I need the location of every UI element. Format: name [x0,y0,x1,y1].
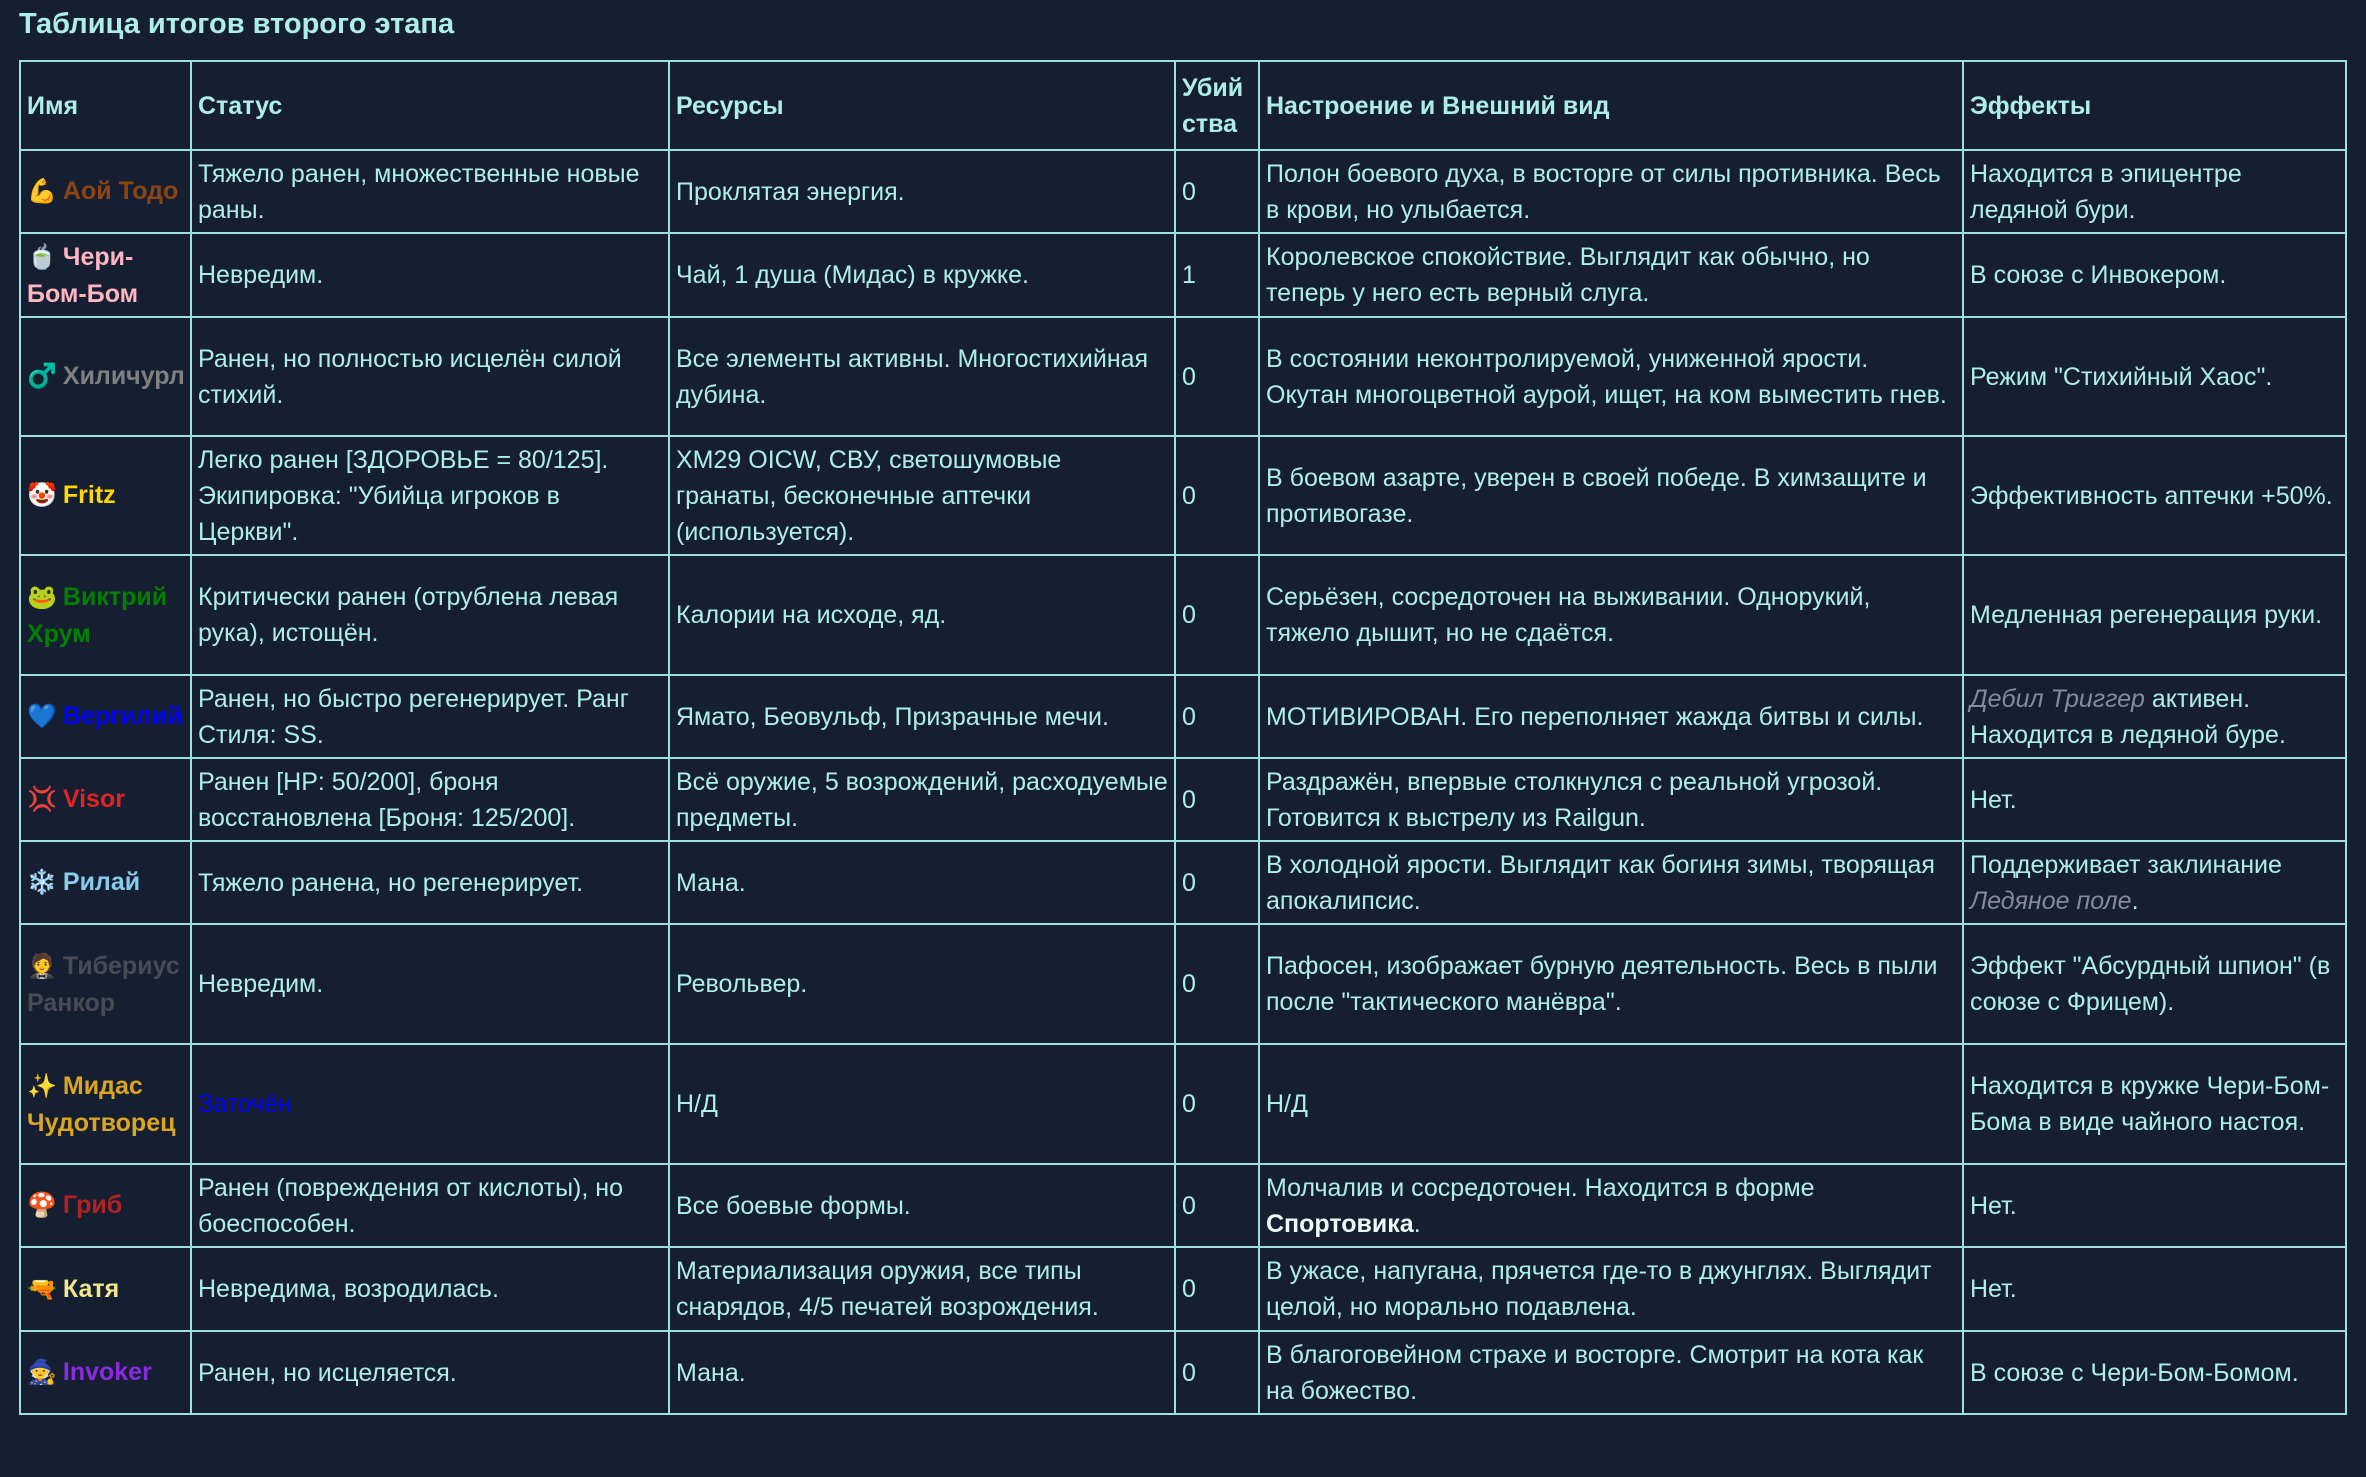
cell-resources [669,1164,1175,1247]
effects-text: Находится в эпицентре ледяной бури. [1970,159,2242,224]
effects-italic: Ледяное поле [1970,886,2132,915]
cell-kills [1175,555,1259,675]
cell-mood [1259,1044,1963,1164]
cell-mood [1259,150,1963,233]
cell-status [191,317,669,436]
cell-status [191,675,669,758]
effects-text: Поддерживает заклинание [1970,850,2282,879]
status-text: Невредима, возродилась. [198,1275,499,1303]
status-text: Ранен [HP: 50/200], броня восстановлена [Броня: 125/200]. [198,767,576,832]
effects-text: Нет. [1970,1191,2017,1220]
character-name: Вергилий [62,702,183,730]
effects-text: Находится в кружке Чери-Бом-Бома в виде чайного настоя. [1970,1072,2330,1136]
cell-name [20,1164,191,1247]
table-row [20,1247,2346,1331]
resources-text: Материализация оружия, все типы снарядов, 4/5 печатей возрождения. [676,1257,1099,1321]
snowflake-icon: ❄️ [27,869,57,896]
header-mood: Настроение и Внешний вид [1259,61,1963,150]
cell-mood [1259,317,1963,436]
cell-effects [1963,924,2346,1044]
cell-name [20,317,191,436]
resources-text: XM29 OICW, СВУ, светошумовые гранаты, бесконечные аптечки (используется). [676,445,1062,546]
cell-resources [669,1331,1175,1414]
anger-symbol-icon: 💢 [27,786,57,813]
effects-text: Медленная регенерация руки. [1970,601,2323,629]
kills-count: 0 [1182,785,1196,814]
kills-count: 0 [1182,970,1196,998]
sparkles-icon: ✨ [27,1072,57,1100]
header-status: Статус [191,61,669,150]
cell-kills [1175,436,1259,555]
cell-resources [669,317,1175,436]
frog-icon: 🐸 [27,583,57,611]
cell-mood [1259,1164,1963,1247]
mood-text: Пафосен, изображает бурную деятельность. Весь в пыли после "тактического манёвра". [1266,952,1938,1016]
resources-text: Н/Д [676,1090,718,1118]
cell-status [191,555,669,675]
table-row [20,675,2346,758]
status-text: Невредим. [198,261,324,289]
cell-kills [1175,758,1259,841]
kills-count: 0 [1182,1090,1196,1118]
mood-text: Н/Д [1266,1090,1308,1118]
status-text: Критически ранен (отрублена левая рука), истощён. [198,583,619,647]
cell-effects [1963,555,2346,675]
cell-effects [1963,317,2346,436]
cell-mood [1259,555,1963,675]
mood-bold: Спортовика [1266,1209,1414,1238]
table-row [20,1331,2346,1414]
character-name: Аой Тодо [62,177,179,205]
mood-text: В состоянии неконтролируемой, униженной ярости. Окутан многоцветной аурой, ищет, на ком выместить гнев. [1266,344,1947,409]
character-name: Хиличурл [62,362,185,390]
cell-resources [669,436,1175,555]
table-row [20,924,2346,1044]
status-text: Тяжело ранена, но регенерирует. [198,868,584,897]
cell-status [191,150,669,233]
effects-text: Режим "Стихийный Хаос". [1970,362,2273,391]
effects-text: В союзе с Чери-Бом-Бомом. [1970,1358,2299,1387]
status-text: Ранен (повреждения от кислоты), но боеспособен. [198,1173,623,1238]
cell-kills [1175,1331,1259,1414]
table-header-row [20,61,2346,150]
cell-mood [1259,1247,1963,1331]
effects-text: . [2131,886,2139,915]
character-name: Гриб [62,1191,123,1219]
table-row [20,150,2346,233]
cell-kills [1175,1247,1259,1331]
cell-name [20,436,191,555]
cell-mood [1259,675,1963,758]
cell-kills [1175,924,1259,1044]
table-row [20,233,2346,317]
kills-count: 0 [1182,868,1196,897]
mood-text: Молчалив и сосредоточен. Находится в форме [1266,1173,1815,1202]
male-sign-icon: ♂️ [27,363,57,390]
status-text: Заточён [198,1090,292,1118]
mood-text: Раздражён, впервые столкнулся с реальной угрозой. Готовится к выстрелу из Railgun. [1266,767,1883,832]
cell-effects [1963,233,2346,317]
cell-status [191,841,669,924]
cell-kills [1175,150,1259,233]
resources-text: Ямато, Беовульф, Призрачные мечи. [676,702,1109,731]
resources-text: Калории на исходе, яд. [676,601,947,629]
kills-count: 0 [1182,1191,1196,1220]
cell-resources [669,150,1175,233]
cell-effects [1963,675,2346,758]
cell-effects [1963,841,2346,924]
cell-effects [1963,1044,2346,1164]
kills-count: 1 [1182,261,1196,289]
cell-mood [1259,758,1963,841]
mood-text: В ужасе, напугана, прячется где-то в джунглях. Выглядит целой, но морально подавлена. [1266,1257,1932,1321]
cell-name [20,1331,191,1414]
cell-name [20,924,191,1044]
table-row [20,555,2346,675]
cell-status [191,1044,669,1164]
header-name: Имя [20,61,191,150]
cell-kills [1175,841,1259,924]
character-name: Чери-Бом-Бом [27,242,139,308]
cell-name [20,1247,191,1331]
cell-mood [1259,1331,1963,1414]
cell-name [20,233,191,317]
header-kills: Убийства [1175,61,1259,150]
resources-text: Револьвер. [676,970,808,998]
effects-text: Эффективность аптечки +50%. [1970,481,2333,510]
cell-resources [669,1044,1175,1164]
cell-effects [1963,436,2346,555]
clown-icon: 🤡 [27,482,57,509]
character-name: Мидас Чудотворец [27,1071,176,1137]
cell-status [191,233,669,317]
cell-mood [1259,924,1963,1044]
mood-text: Полон боевого духа, в восторге от силы противника. Весь в крови, но улыбается. [1266,159,1941,224]
status-text: Тяжело ранен, множественные новые раны. [198,159,640,224]
character-name: Рилай [62,868,141,896]
character-name: Виктрий Хрум [27,582,168,648]
cell-resources [669,1247,1175,1331]
cell-status [191,924,669,1044]
resources-text: Чай, 1 душа (Мидас) в кружке. [676,261,1030,289]
table-row [20,1044,2346,1164]
cell-kills [1175,1044,1259,1164]
flexed-biceps-icon: 💪 [27,178,57,205]
mage-icon: 🧙 [27,1359,57,1386]
effects-text: Нет. [1970,1275,2017,1303]
status-text: Ранен, но полностью исцелён силой стихий. [198,344,622,409]
resources-text: Всё оружие, 5 возрождений, расходуемые предметы. [676,767,1168,832]
cell-effects [1963,1247,2346,1331]
resources-text: Мана. [676,868,746,897]
results-table [19,60,2347,1415]
cell-kills [1175,1164,1259,1247]
resources-text: Проклятая энергия. [676,177,905,206]
cell-effects [1963,1164,2346,1247]
character-name: Тибериус Ранкор [27,951,180,1017]
cell-effects [1963,150,2346,233]
effects-text: В союзе с Инвокером. [1970,261,2227,289]
cell-status [191,436,669,555]
resources-text: Мана. [676,1358,746,1387]
cell-name [20,758,191,841]
resources-text: Все боевые формы. [676,1191,911,1220]
cell-name [20,1044,191,1164]
page-title: Таблица итогов второго этапа [19,8,455,40]
cell-status [191,1164,669,1247]
mood-text: . [1413,1209,1421,1238]
cell-resources [669,555,1175,675]
effects-italic: Дебил Триггер [1970,684,2145,713]
cell-effects [1963,758,2346,841]
cell-name [20,555,191,675]
table-row [20,758,2346,841]
status-text: Невредим. [198,970,324,998]
status-text: Легко ранен [ЗДОРОВЬЕ = 80/125]. Экипировка: "Убийца игроков в Церкви". [198,445,609,546]
character-name: Visor [62,785,125,813]
cell-name [20,841,191,924]
water-pistol-icon: 🔫 [27,1275,57,1303]
cell-status [191,1247,669,1331]
kills-count: 0 [1182,1358,1196,1387]
mood-text: В боевом азарте, уверен в своей победе. В химзащите и противогазе. [1266,463,1927,528]
header-resources: Ресурсы [669,61,1175,150]
cell-kills [1175,233,1259,317]
effects-text: активен. Находится в ледяной буре. [1970,684,2286,749]
effects-text: Нет. [1970,785,2017,814]
blue-heart-icon: 💙 [27,703,57,730]
mood-text: В холодной ярости. Выглядит как богиня зимы, творящая апокалипсис. [1266,850,1935,915]
cell-resources [669,924,1175,1044]
status-text: Ранен, но исцеляется. [198,1358,457,1387]
character-name: Invoker [62,1358,152,1386]
cell-effects [1963,1331,2346,1414]
mushroom-icon: 🍄 [27,1192,57,1219]
table-row [20,436,2346,555]
cell-kills [1175,317,1259,436]
table-row [20,317,2346,436]
table-row [20,1164,2346,1247]
kills-count: 0 [1182,1275,1196,1303]
cell-name [20,150,191,233]
cell-status [191,758,669,841]
character-name: Fritz [62,481,116,509]
cell-mood [1259,233,1963,317]
cell-resources [669,675,1175,758]
kills-count: 0 [1182,177,1196,206]
kills-count: 0 [1182,601,1196,629]
cell-name [20,675,191,758]
mood-text: Королевское спокойствие. Выглядит как обычно, но теперь у него есть верный слуга. [1266,243,1870,307]
mood-text: В благоговейном страхе и восторге. Смотрит на кота как на божество. [1266,1340,1924,1405]
table-row [20,841,2346,924]
cell-resources [669,758,1175,841]
cell-mood [1259,841,1963,924]
cell-kills [1175,675,1259,758]
cell-mood [1259,436,1963,555]
cell-resources [669,841,1175,924]
character-name: Катя [62,1274,120,1303]
effects-text: Эффект "Абсурдный шпион" (в союзе с Фрицем). [1970,952,2331,1016]
status-text: Ранен, но быстро регенерирует. Ранг Стиля: SS. [198,684,629,749]
kills-count: 0 [1182,362,1196,391]
tea-icon: 🍵 [27,243,57,271]
kills-count: 0 [1182,481,1196,510]
kills-count: 0 [1182,702,1196,731]
mood-text: МОТИВИРОВАН. Его переполняет жажда битвы и силы. [1266,702,1924,731]
mood-text: Серьёзен, сосредоточен на выживании. Однорукий, тяжело дышит, но не сдаётся. [1266,583,1871,647]
cell-status [191,1331,669,1414]
resources-text: Все элементы активны. Многостихийная дубина. [676,344,1149,409]
header-effects: Эффекты [1963,61,2346,150]
cell-resources [669,233,1175,317]
man-in-tuxedo-icon: 🤵 [27,952,57,980]
